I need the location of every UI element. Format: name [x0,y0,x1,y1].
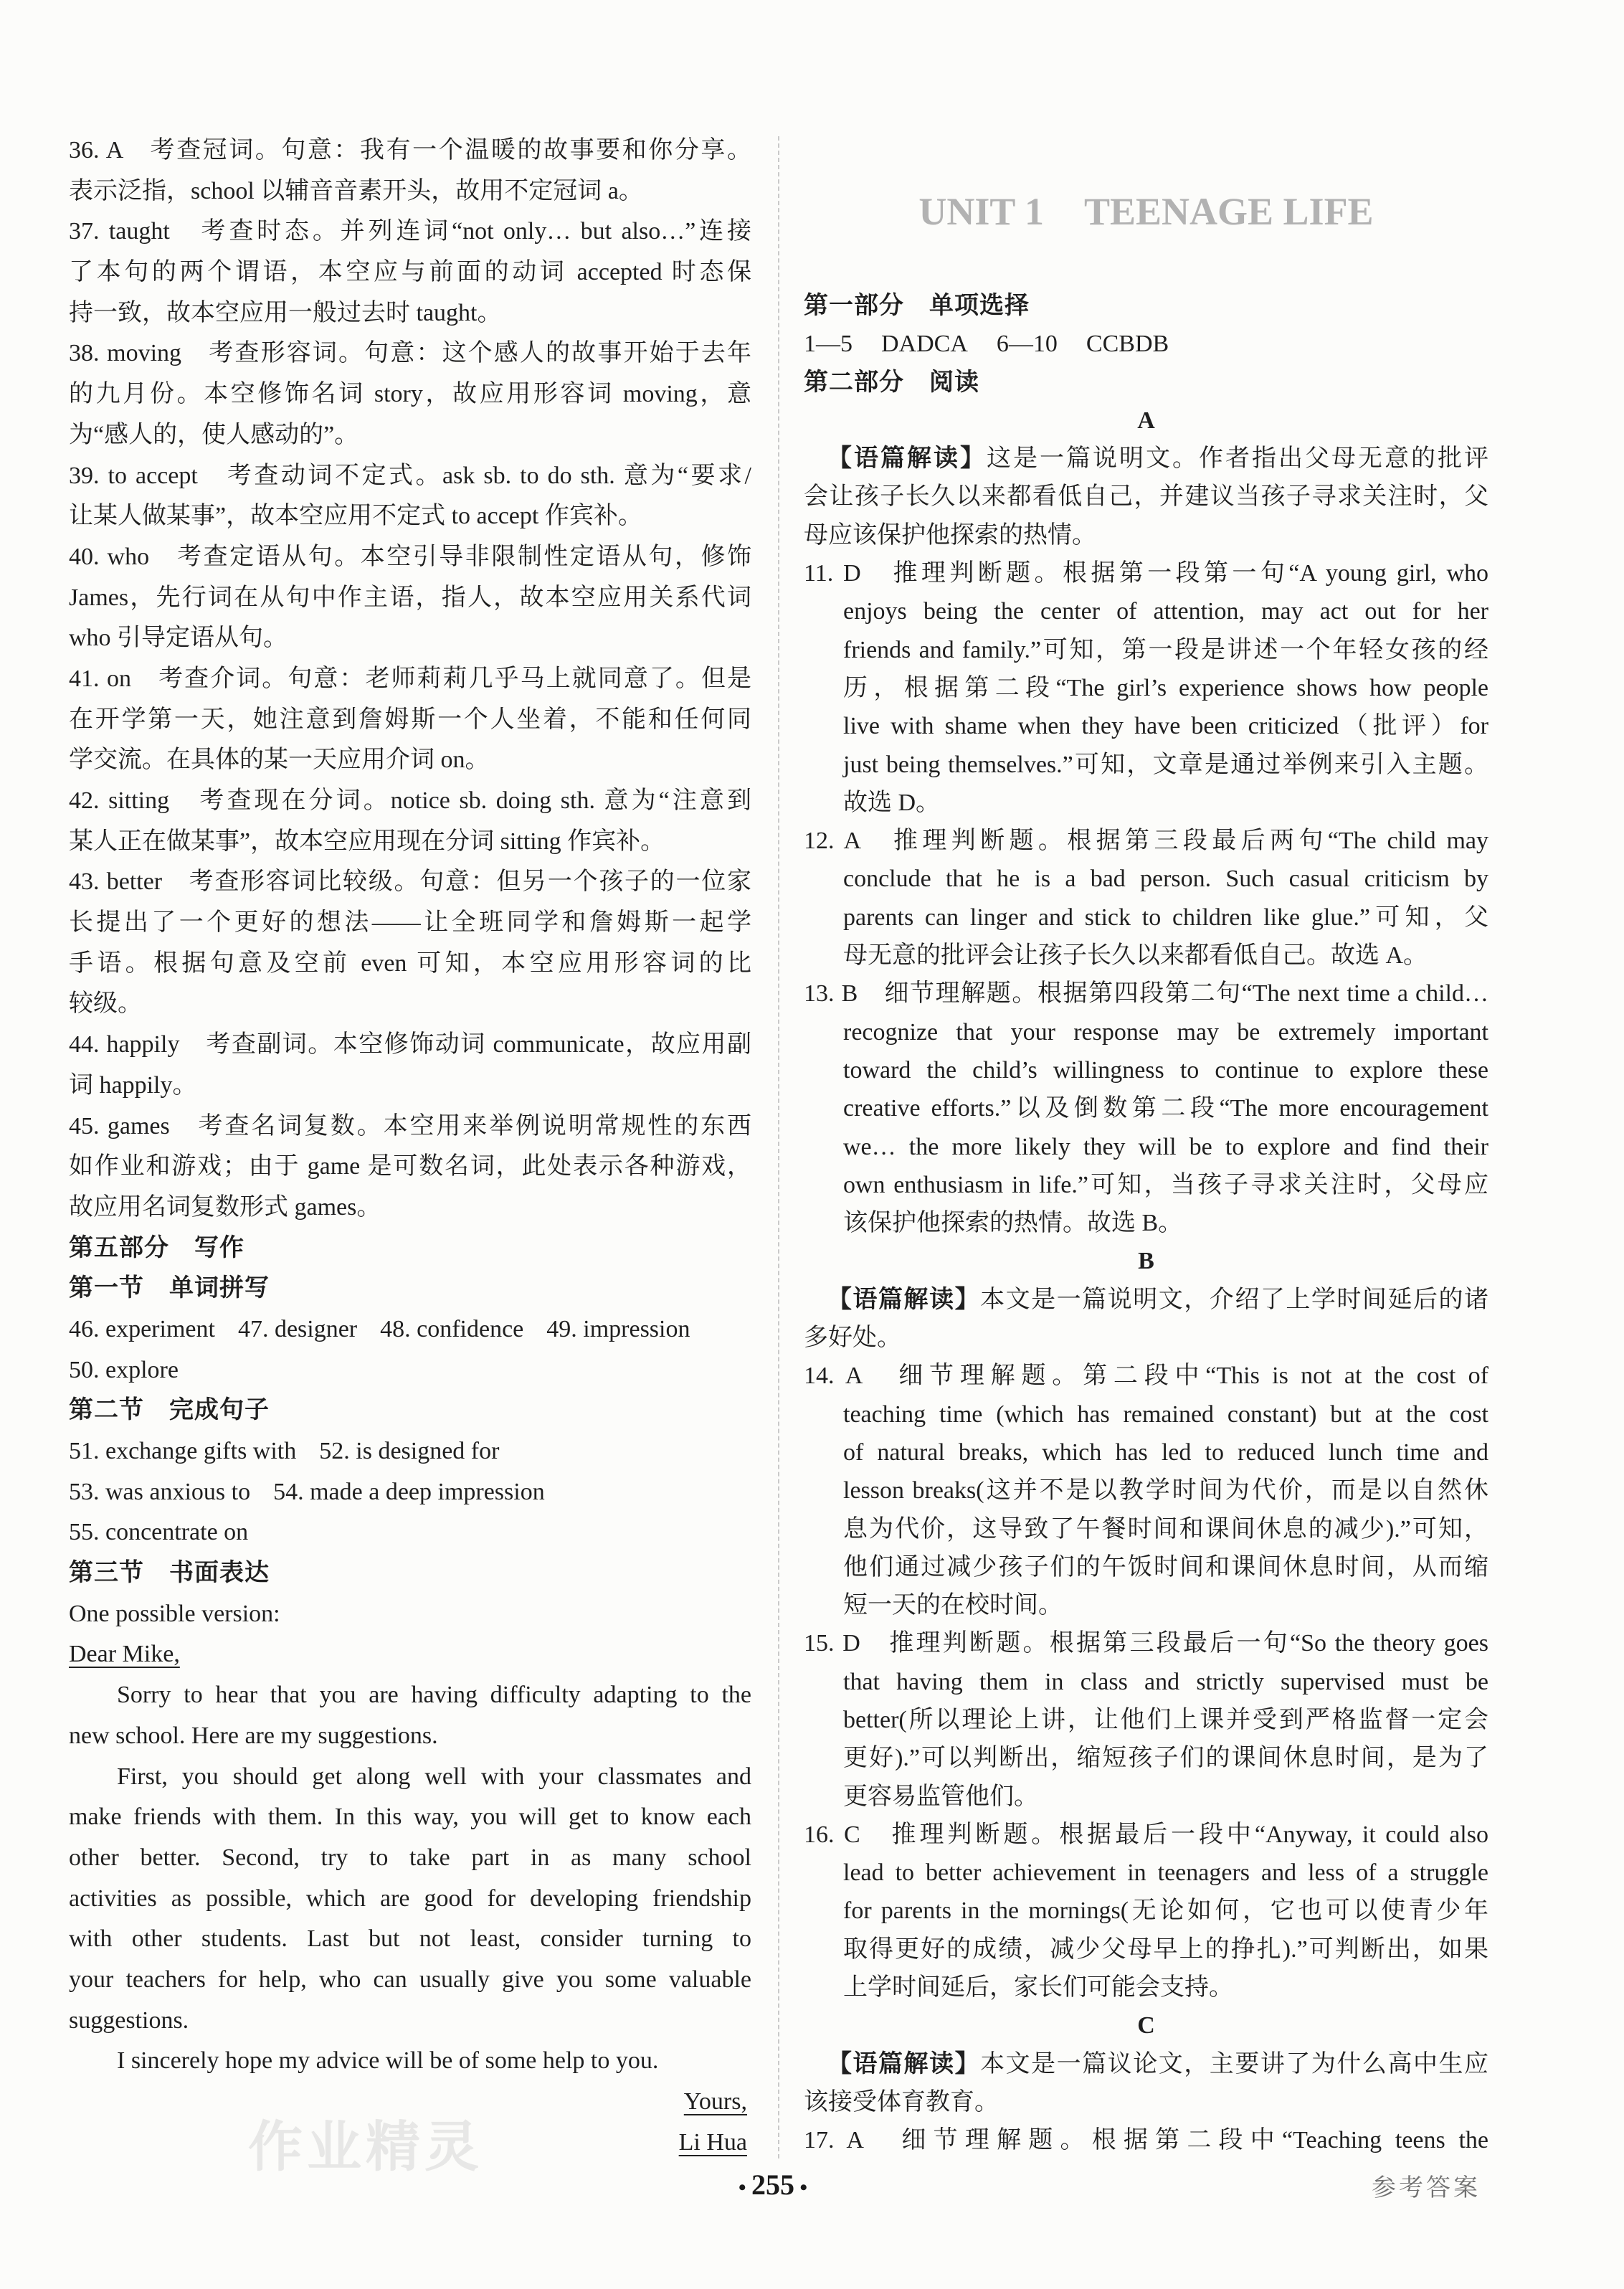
sentence-answer: 53. was anxious to [69,1478,251,1505]
section-spelling-heading: 第一节 单词拼写 [69,1275,270,1302]
spelling-answer: 47. designer [237,1315,358,1342]
answer-range: 1—5 [804,331,853,358]
answer-line: 41. on 考查介词。句意：老师莉莉几乎马上就同意了。但是 [69,665,751,692]
letter-salutation: Dear Mike, [69,1641,180,1668]
letter-line: new school. Here are my suggestions. [69,1722,438,1749]
answer-line: 学交流。在具体的某一天应用介词 on。 [69,747,490,774]
answer-line: 该保护他探索的热情。故选 B。 [843,1210,1183,1237]
answer-line: James，先行词在从句中作主语，指人，故本空应用关系代词 [69,584,751,611]
part-five-heading: 第五部分 写作 [69,1234,244,1261]
passage-letter: C [1137,2012,1155,2039]
answer-line: 让某人做某事”，故本空应用不定式 to accept 作宾补。 [69,503,642,530]
answer-line: enjoys being the center of attention, may act out for her [843,598,1488,625]
analysis-label: 【语篇解读】 [827,1286,981,1313]
answer-line: for parents in the mornings(无论如何，它也可以使青少年 [843,1897,1488,1925]
answer-letters: DADCA [881,331,968,358]
answer-line: friends and family.”可知，第一段是讲述一个年轻女孩的经 [843,636,1488,663]
answer-line: recognize that your response may be extremely important [843,1018,1488,1046]
letter-salutation-line [69,1634,751,1675]
letter-line: your teachers for help, who can usually give you some valuable [69,1966,751,1993]
answer-line: 手语。根据句意及空前 even 可知，本空应用形容词的比 [69,949,751,977]
unit-title [804,188,1488,235]
answer-line: 息为代价，这导致了午餐时间和课间休息的减少).”可知， [843,1515,1488,1542]
answer-line: lesson breaks(这并不是以教学时间为代价，而是以自然休 [843,1477,1488,1504]
letter-line: with other students. Last but not least, consider turning to [69,1925,751,1953]
passage-analysis-line [804,2045,1488,2083]
spelling-answer: 46. experiment [69,1315,215,1342]
answer-line: 15. D 推理判断题。根据第三段最后一句“So the theory goes [804,1630,1488,1657]
page-number: • 255 • [701,2166,845,2204]
answer-line: toward the child’s willingness to continue to explore these [843,1056,1488,1084]
answer-line: 母无意的批评会让孩子长久以来都看低自己。故选 A。 [843,942,1428,970]
answer-line: own enthusiasm in life.”可知，当孩子寻求关注时，父母应 [843,1171,1488,1198]
answer-line: 故应用名词复数形式 games。 [69,1193,381,1221]
spelling-line [69,1309,751,1350]
passage-letter: A [1137,407,1155,434]
answer-line: 38. moving 考查形容词。句意：这个感人的故事开始于去年 [69,340,751,367]
answer-line: we… the more likely they will be to explore and find their [843,1133,1488,1160]
sentence-line [69,1472,751,1513]
passage-analysis-line: 该接受体育教育。 [804,2088,999,2115]
answer-line: 词 happily。 [69,1071,197,1099]
answer-line: 36. A 考查冠词。句意：我有一个温暖的故事要和你分享。 [69,137,751,164]
sentence-answer: 51. exchange gifts with [69,1438,297,1464]
answer-line: who 引导定语从句。 [69,625,288,652]
answer-line: live with shame when they have been criticized（批评）for [843,713,1488,740]
passage-analysis-line [804,440,1488,478]
sentence-line [69,1512,751,1553]
watermark: 作业精灵 [248,2118,483,2178]
answer-line: better(所以理论上讲，让他们上课并受到严格监督一定会 [843,1706,1488,1733]
answer-line: 更好).”可以判断出，缩短孩子们的课间休息时间，是为了 [843,1745,1488,1772]
answer-line: 在开学第一天，她注意到詹姆斯一个人坐着，不能和任何同 [69,706,751,733]
answer-line: parents can linger and stick to children like glue.”可知，父 [843,904,1488,931]
answer-line: 37. taught 考查时态。并列连词“not only… but also…”连接 [69,218,751,245]
answer-line: 长提出了一个更好的想法——让全班同学和詹姆斯一起学 [69,909,751,937]
letter-line: make friends with them. In this way, you will get to know each [69,1804,751,1831]
letter-line: I sincerely hope my advice will be of some help to you. [117,2047,659,2075]
letter-closing: Yours, [683,2088,747,2115]
answer-line: 表示泛指，school 以辅音音素开头，故用不定冠词 a。 [69,177,643,204]
answer-line: just being themselves.”可知，文章是通过举例来引入主题。 [843,751,1488,778]
right-column [804,287,1488,2160]
letter-line: other better. Second, try to take part in as many school [69,1844,751,1871]
part-one-heading: 第一部分 单项选择 [804,293,1030,319]
answer-line: teaching time (which has remained constant) but at the cost [843,1401,1488,1428]
answer-line: 持一致，故本空应用一般过去时 taught。 [69,299,502,326]
answer-line: conclude that he is a bad person. Such casual criticism by [843,866,1488,893]
spelling-answer: 49. impression [546,1315,690,1342]
analysis-label: 【语篇解读】 [827,445,987,473]
answer-range: 6—10 [996,331,1058,358]
letter-line: suggestions. [69,2006,189,2034]
answer-line: 16. C 推理判断题。根据最后一段中“Anyway, it could also [804,1821,1488,1848]
passage-analysis-line: 母应该保护他探索的热情。 [804,521,1096,549]
answer-line: that having them in class and strictly supervised must be [843,1668,1488,1695]
part-two-heading: 第二部分 阅读 [804,369,979,396]
answer-line: of natural breaks, which has led to reduced lunch time and [843,1439,1488,1466]
answer-line: 上学时间延后，家长们可能会支持。 [843,1974,1233,2001]
multiple-choice-answers [804,325,1488,363]
spelling-answer: 50. explore [69,1356,179,1383]
answer-line: 取得更好的成绩，减少父母早上的挣扎).”可判断出，如果 [843,1935,1488,1963]
passage-analysis-line [804,1281,1488,1319]
answer-line: 短一天的在校时间。 [843,1592,1063,1619]
section-sentences-heading: 第二节 完成句子 [69,1397,270,1424]
answer-line: lead to better achievement in teenagers and less of a struggle [843,1859,1488,1887]
answer-line: 39. to accept 考查动词不定式。ask sb. to do sth. 意为“要求/ [69,462,751,489]
answer-line: 17. A 细节理解题。根据第二段中“Teaching teens the [804,2127,1488,2154]
answer-line: 12. A 推理判断题。根据第三段最后两句“The child may [804,828,1488,855]
essay-intro: One possible version: [69,1600,280,1627]
unit-name: TEENAGE LIFE [1083,190,1374,233]
answer-line: 更容易监管他们。 [843,1783,1038,1810]
answer-line: 某人正在做某事”，故本空应用现在分词 sitting 作宾补。 [69,828,665,855]
answer-line: 14. A 细节理解题。第二段中“This is not at the cost of [804,1362,1488,1390]
answer-line: 40. who 考查定语从句。本空引导非限制性定语从句，修饰 [69,543,751,570]
sentence-answer: 55. concentrate on [69,1519,249,1546]
answer-line: 故选 D。 [843,789,941,816]
answer-line: 较级。 [69,990,142,1018]
answer-line: 42. sitting 考查现在分词。notice sb. doing sth. 意为“注意到 [69,787,751,814]
answer-letters: CCBDB [1086,331,1169,358]
unit-number: UNIT 1 [918,190,1044,233]
answer-line: 45. games 考查名词复数。本空用来举例说明常规性的东西 [69,1112,751,1139]
answer-line: 43. better 考查形容词比较级。句意：但另一个孩子的一位家 [69,868,751,896]
passage-letter: B [1138,1248,1154,1275]
section-essay-heading: 第三节 书面表达 [69,1560,270,1587]
analysis-label: 【语篇解读】 [827,2050,981,2077]
answer-line: 13. B 细节理解题。根据第四段第二句“The next time a child… [804,980,1488,1008]
answer-line: 44. happily 考查副词。本空修饰动词 communicate，故应用副 [69,1031,751,1058]
answer-line: 的九月份。本空修饰名词 story，故应用形容词 moving，意 [69,381,751,408]
letter-signature: Li Hua [678,2128,747,2156]
answer-line: 他们通过减少孩子们的午饭时间和课间休息时间，从而缩 [843,1553,1488,1580]
spelling-line [69,1350,751,1391]
letter-line: First, you should get along well with your classmates and [117,1763,751,1790]
passage-analysis-line: 会让孩子长久以来都看低自己，并建议当孩子寻求关注时，父 [804,483,1488,511]
analysis-text: 本文是一篇议论文，主要讲了为什么高中生应 [980,2050,1489,2077]
letter-closing-line [69,2082,751,2123]
analysis-text: 这是一篇说明文。作者指出父母无意的批评 [987,445,1488,473]
answer-line: 历，根据第二段“The girl’s experience shows how people [843,674,1488,701]
answer-line: 了本句的两个谓语，本空应与前面的动词 accepted 时态保 [69,259,751,286]
spelling-answer: 48. confidence [380,1315,524,1342]
passage-analysis-line: 多好处。 [804,1324,901,1352]
sentence-answer: 52. is designed for [319,1438,500,1464]
footer-label: 参考答案 [1372,2175,1481,2202]
answer-line: 为“感人的，使人感动的”。 [69,421,359,448]
letter-signature-line [69,2123,751,2164]
left-column [69,131,751,2163]
column-divider [778,136,779,2158]
analysis-text: 本文是一篇说明文，介绍了上学时间延后的诸 [980,1286,1489,1313]
sentence-line [69,1431,751,1472]
letter-line: Sorry to hear that you are having difficulty adapting to the [117,1682,751,1709]
answer-line: 11. D 推理判断题。根据第一段第一句“A young girl, who [804,560,1488,587]
answer-line: 如作业和游戏；由于 game 是可数名词，此处表示各种游戏， [69,1153,751,1180]
answer-line: creative efforts.”以及倒数第二段“The more encouragement [843,1095,1488,1122]
letter-line: activities as possible, which are good for developing friendship [69,1885,751,1912]
sentence-answer: 54. made a deep impression [273,1478,545,1505]
